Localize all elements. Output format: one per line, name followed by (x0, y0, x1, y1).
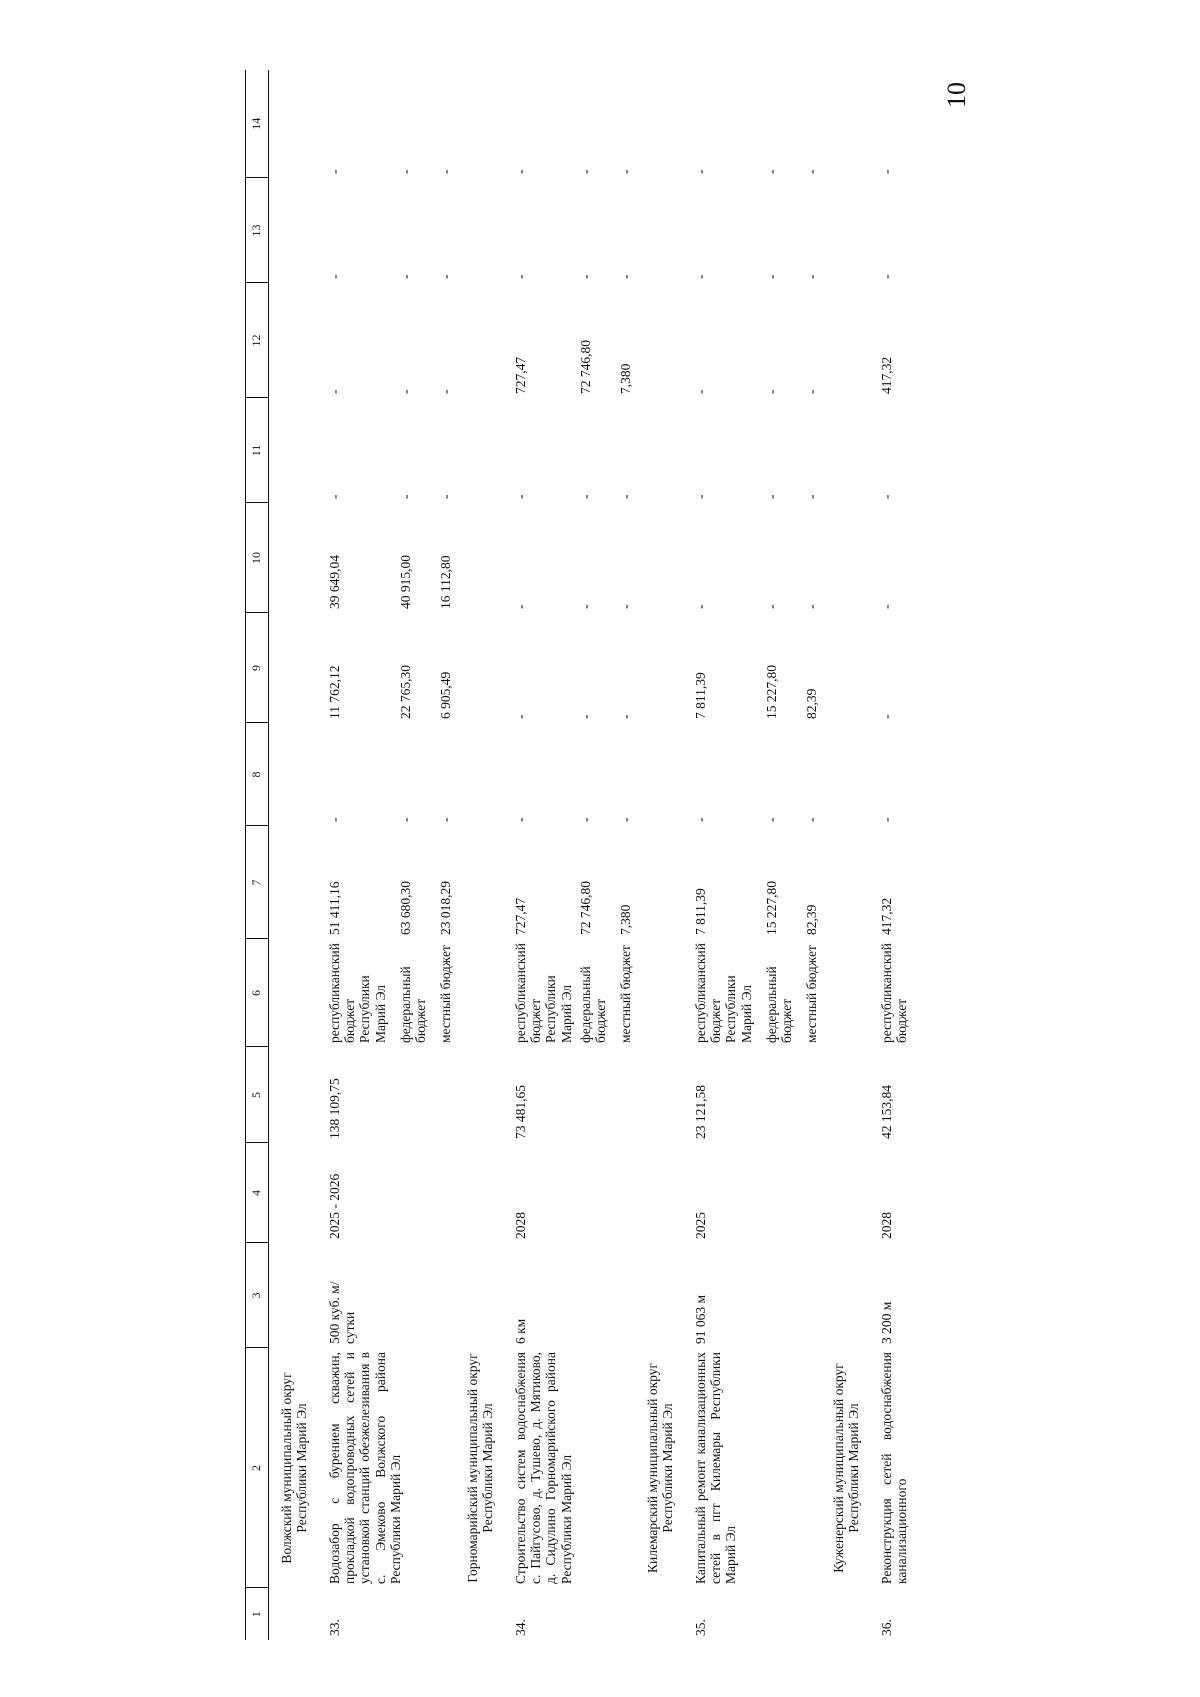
cell-col-9: 7 811,39 (693, 672, 709, 719)
cell-col-11: - (397, 494, 413, 499)
header-col-3: 3 (246, 1243, 269, 1348)
cell-col-7: 7 811,39 (693, 888, 709, 935)
table-row-33 (317, 70, 389, 1640)
cell-col-13: - (879, 274, 895, 279)
header-col-5: 5 (246, 1047, 269, 1143)
cell-col-14: - (327, 169, 343, 174)
cell-col-9: 82,39 (803, 688, 819, 719)
header-col-12: 12 (246, 283, 269, 398)
cell-col-7: 7,380 (617, 904, 633, 935)
cell-col-10: - (577, 604, 593, 609)
cell-col-7: 15 227,80 (763, 881, 779, 935)
funding-source: республиканский бюджет Республики Марий Эл (693, 943, 754, 1043)
funding-source: местный бюджет (437, 945, 453, 1043)
funding-source: республиканский бюджет Республики Марий Эл (513, 943, 574, 1043)
header-col-14: 14 (246, 70, 269, 178)
cell-col-10: - (513, 604, 529, 609)
cell-col-14: - (693, 169, 709, 174)
cell-col-9: 22 765,30 (397, 665, 413, 719)
cell-col-8: - (513, 817, 529, 822)
cell-col-8: - (327, 817, 343, 822)
group-row-kuzhenersky (821, 70, 869, 1640)
period: 2025 (693, 1212, 709, 1239)
table-row-35 (683, 70, 755, 1640)
group-title: Волжский муниципальный округ Республики Марий Эл (279, 1372, 310, 1564)
header-col-10: 10 (246, 503, 269, 613)
cell-col-13: - (803, 274, 819, 279)
row-number: 33. (327, 1619, 343, 1636)
cell-col-12: - (327, 389, 343, 394)
cell-col-12: 727,47 (513, 356, 529, 394)
total-cost: 42 153,84 (879, 1085, 895, 1139)
cell-col-13: - (437, 274, 453, 279)
capacity: 91 063 м (693, 1294, 709, 1344)
group-row-kilemarsky (635, 70, 683, 1640)
cell-col-12: - (803, 389, 819, 394)
cell-col-14: - (879, 169, 895, 174)
object-name: Капитальный ремонт канализационных сетей в пгт Килемары Республики Марий Эл (693, 1352, 739, 1584)
funding-source: местный бюджет (803, 945, 819, 1043)
cell-col-7: 23 018,29 (437, 881, 453, 935)
cell-col-9: 6 905,49 (437, 671, 453, 719)
capacity: 3 200 м (879, 1301, 895, 1344)
page-number: 10 (942, 82, 971, 108)
cell-col-9: 11 762,12 (327, 665, 343, 719)
object-name: Строительство систем водоснабжения с. Пайгусово, д. Тушево, д. Мятиково, д. Сидулино Горномарийского района Республики Марий Эл (513, 1352, 574, 1584)
cell-col-11: - (513, 494, 529, 499)
group-row-gornomariysky (455, 70, 503, 1640)
period: 2025 - 2026 (327, 1173, 343, 1239)
total-cost: 23 121,58 (693, 1085, 709, 1139)
cell-col-11: - (617, 494, 633, 499)
cell-col-7: 82,39 (803, 904, 819, 935)
column-number-row (246, 70, 269, 1640)
header-col-2: 2 (246, 1348, 269, 1588)
cell-col-13: - (693, 274, 709, 279)
row-number: 36. (879, 1619, 895, 1636)
period: 2028 (879, 1212, 895, 1239)
cell-col-9: - (513, 714, 529, 719)
cell-col-8: - (803, 817, 819, 822)
header-col-6: 6 (246, 939, 269, 1047)
cell-col-7: 417,32 (879, 897, 895, 935)
group-title: Килемарский муниципальный округ Республики Марий Эл (644, 1363, 676, 1574)
capacity: 6 км (513, 1318, 529, 1344)
cell-col-7: 63 680,30 (397, 881, 413, 935)
cell-col-12: - (437, 389, 453, 394)
cell-col-8: - (617, 817, 633, 822)
cell-col-9: 15 227,80 (763, 665, 779, 719)
cell-col-13: - (763, 274, 779, 279)
cell-col-12: - (397, 389, 413, 394)
cell-col-8: - (437, 817, 453, 822)
cell-col-10: - (617, 604, 633, 609)
program-table (245, 70, 911, 1640)
cell-col-8: - (397, 817, 413, 822)
group-title: Горномарийский муниципальный округ Республики Марий Эл (464, 1353, 496, 1583)
cell-col-11: - (879, 494, 895, 499)
cell-col-10: - (879, 604, 895, 609)
period: 2028 (513, 1212, 529, 1239)
cell-col-14: - (763, 169, 779, 174)
cell-col-12: 7,380 (617, 363, 633, 394)
cell-col-14: - (803, 169, 819, 174)
row-number: 35. (693, 1619, 709, 1636)
funding-source: местный бюджет (617, 945, 633, 1043)
cell-col-7: 51 411,16 (327, 881, 343, 935)
cell-col-7: 727,47 (513, 897, 529, 935)
cell-col-10: - (803, 604, 819, 609)
cell-col-11: - (577, 494, 593, 499)
cell-col-10: - (763, 604, 779, 609)
cell-col-11: - (763, 494, 779, 499)
cell-col-11: - (693, 494, 709, 499)
cell-col-10: 40 915,00 (397, 555, 413, 609)
cell-col-8: - (693, 817, 709, 822)
cell-col-7: 72 746,80 (577, 881, 593, 935)
cell-col-13: - (577, 274, 593, 279)
cell-col-13: - (513, 274, 529, 279)
funding-source: федеральный бюджет (763, 966, 794, 1043)
cell-col-12: 417,32 (879, 356, 895, 394)
header-col-7: 7 (246, 826, 269, 939)
header-col-8: 8 (246, 723, 269, 826)
cell-col-10: - (693, 604, 709, 609)
cell-col-9: - (879, 714, 895, 719)
cell-col-9: - (577, 714, 593, 719)
cell-col-12: - (693, 389, 709, 394)
total-cost: 73 481,65 (513, 1085, 529, 1139)
cell-col-10: 16 112,80 (437, 555, 453, 609)
program-table-sheet (245, 70, 1055, 1640)
cell-col-8: - (879, 817, 895, 822)
header-col-11: 11 (246, 398, 269, 503)
header-col-9: 9 (246, 613, 269, 723)
funding-source: республиканский бюджет (879, 943, 910, 1043)
cell-col-14: - (397, 169, 413, 174)
cell-col-14: - (577, 169, 593, 174)
cell-col-13: - (327, 274, 343, 279)
cell-col-8: - (763, 817, 779, 822)
header-col-4: 4 (246, 1143, 269, 1243)
funding-source: федеральный бюджет (577, 966, 608, 1043)
group-title: Куженерский муниципальный округ Республики Марий Эл (830, 1363, 862, 1573)
cell-col-11: - (437, 494, 453, 499)
cell-col-9: - (617, 714, 633, 719)
cell-col-14: - (437, 169, 453, 174)
capacity: 500 куб. м/ сутки (327, 1281, 358, 1344)
cell-col-13: - (617, 274, 633, 279)
table-row-36 (869, 70, 911, 1640)
cell-col-10: 39 649,04 (327, 555, 343, 609)
cell-col-11: - (803, 494, 819, 499)
header-col-13: 13 (246, 178, 269, 283)
cell-col-12: 72 746,80 (577, 340, 593, 394)
cell-col-8: - (577, 817, 593, 822)
cell-col-14: - (513, 169, 529, 174)
object-name: Водозабор с бурением скважин, прокладкой водопроводных сетей и установкой станций обезжелезивания в с. Эмеково Волжского района Республики Марий Эл (327, 1352, 403, 1584)
total-cost: 138 109,75 (327, 1078, 343, 1139)
cell-col-13: - (397, 274, 413, 279)
object-name: Реконструкция сетей водоснабжения канализационного (879, 1352, 910, 1584)
row-number: 34. (513, 1619, 529, 1636)
funding-source: федеральный бюджет (397, 966, 428, 1043)
cell-col-11: - (327, 494, 343, 499)
header-col-1: 1 (246, 1588, 269, 1640)
group-row-volzhsky (269, 70, 318, 1640)
funding-source: республиканский бюджет Республики Марий Эл (327, 943, 388, 1043)
table-row-34 (503, 70, 575, 1640)
cell-col-14: - (617, 169, 633, 174)
cell-col-12: - (763, 389, 779, 394)
